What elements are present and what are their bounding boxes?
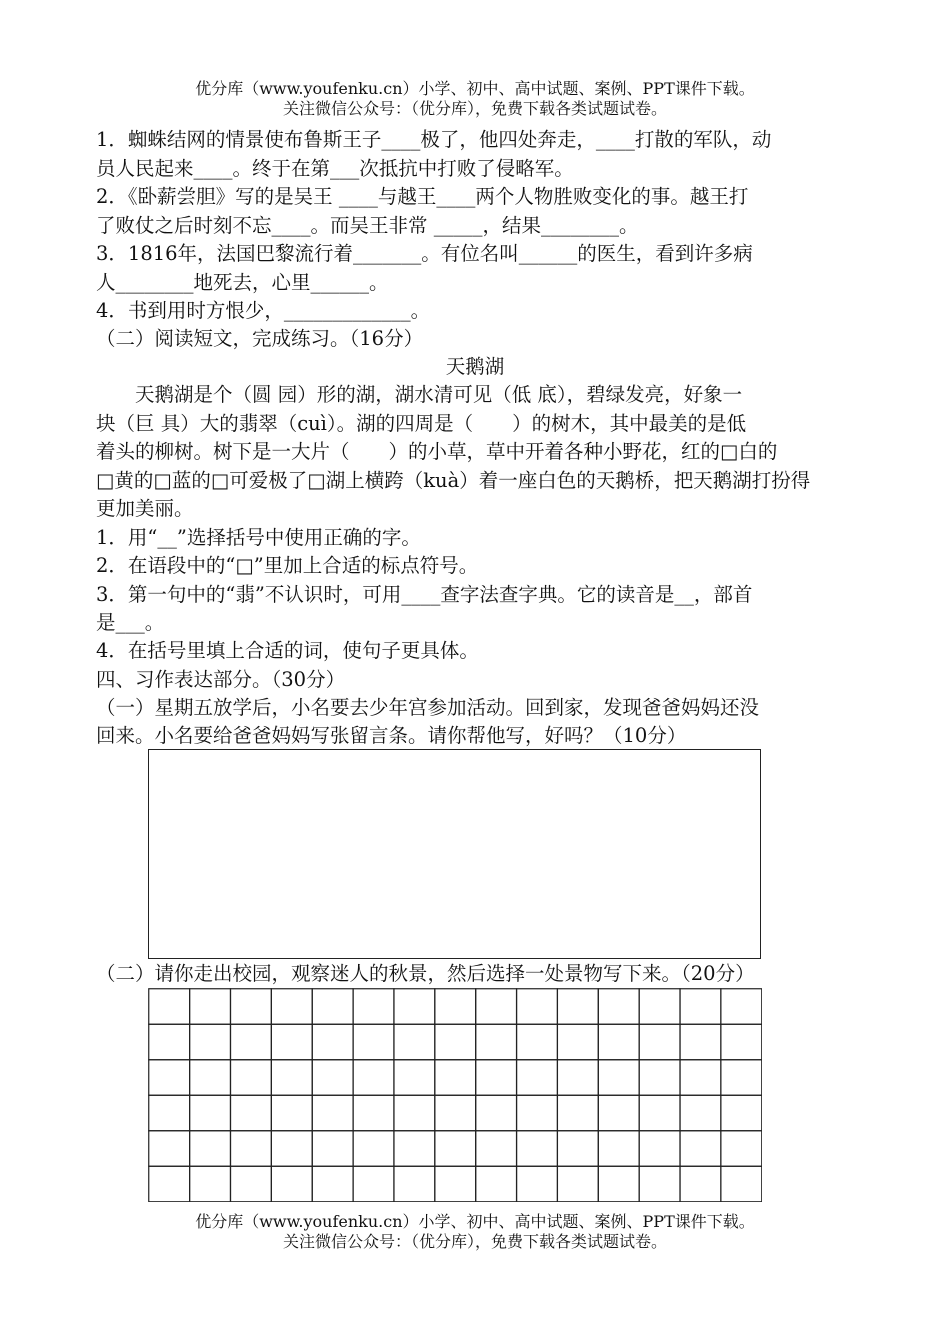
grid-cell[interactable]	[190, 1131, 231, 1167]
grid-cell[interactable]	[721, 1060, 762, 1096]
grid-cell[interactable]	[312, 1131, 353, 1167]
grid-cell[interactable]	[517, 989, 558, 1025]
grid-cell[interactable]	[680, 1166, 721, 1202]
passage-line: 更加美丽。	[96, 497, 194, 520]
grid-cell[interactable]	[721, 1166, 762, 1202]
grid-cell[interactable]	[721, 1095, 762, 1131]
grid-cell[interactable]	[394, 1095, 435, 1131]
passage-line: 着头的柳树。树下是一大片（ ）的小草，草中开着各种小野花，红的□白的	[96, 440, 778, 463]
grid-cell[interactable]	[639, 1024, 680, 1060]
composition-grid[interactable]	[148, 988, 762, 1202]
question-line: 了败仗之后时刻不忘____。而吴王非常 _____，结果________。	[96, 214, 639, 237]
grid-cell[interactable]	[435, 989, 476, 1025]
grid-cell[interactable]	[271, 1095, 312, 1131]
grid-cell[interactable]	[190, 1060, 231, 1096]
grid-cell[interactable]	[598, 1024, 639, 1060]
grid-cell[interactable]	[230, 1024, 271, 1060]
grid-cell[interactable]	[190, 989, 231, 1025]
grid-cell[interactable]	[190, 1024, 231, 1060]
grid-cell[interactable]	[476, 1024, 517, 1060]
question-line: 3．1816年，法国巴黎流行着_______。有位名叫______的医生，看到许多病	[96, 242, 753, 265]
grid-cell[interactable]	[680, 989, 721, 1025]
grid-cell[interactable]	[476, 989, 517, 1025]
message-writing-box[interactable]	[148, 749, 761, 959]
grid-cell[interactable]	[353, 1095, 394, 1131]
grid-cell[interactable]	[394, 1166, 435, 1202]
reading-title: 天鹅湖	[445, 355, 505, 378]
grid-cell[interactable]	[312, 1060, 353, 1096]
grid-cell[interactable]	[721, 989, 762, 1025]
grid-cell[interactable]	[557, 1166, 598, 1202]
grid-cell[interactable]	[394, 989, 435, 1025]
grid-cell[interactable]	[639, 1060, 680, 1096]
grid-cell[interactable]	[190, 1095, 231, 1131]
question-line: 回来。小名要给爸爸妈妈写张留言条。请你帮他写，好吗？（10分）	[96, 724, 687, 747]
question-line: 4．在括号里填上合适的词，使句子更具体。	[96, 639, 479, 662]
grid-cell[interactable]	[394, 1131, 435, 1167]
grid-cell[interactable]	[721, 1131, 762, 1167]
grid-cell[interactable]	[598, 989, 639, 1025]
question-line: 2．《卧薪尝胆》写的是吴王 ____与越王____两个人物胜败变化的事。越王打	[96, 185, 749, 208]
grid-cell[interactable]	[394, 1024, 435, 1060]
grid-cell[interactable]	[517, 1131, 558, 1167]
grid-cell[interactable]	[353, 1166, 394, 1202]
passage-line: □黄的□蓝的□可爱极了□湖上横跨（kuà）着一座白色的天鹅桥，把天鹅湖打扮得	[96, 469, 811, 492]
header-line-2: 关注微信公众号：（优分库），免费下载各类试题试卷。	[282, 99, 667, 118]
grid-cell[interactable]	[680, 1131, 721, 1167]
grid-cell[interactable]	[517, 1060, 558, 1096]
question-line: 4．书到用时方恨少，_____________。	[96, 299, 431, 322]
grid-cell[interactable]	[312, 1095, 353, 1131]
grid-cell[interactable]	[435, 1024, 476, 1060]
question-line: 员人民起来____。终于在第___次抵抗中打败了侵略军。	[96, 157, 574, 180]
grid-cell[interactable]	[435, 1095, 476, 1131]
question-line: （一）星期五放学后，小名要去少年宫参加活动。回到家，发现爸爸妈妈还没	[96, 696, 760, 719]
grid-cell[interactable]	[230, 1131, 271, 1167]
grid-cell[interactable]	[557, 989, 598, 1025]
grid-cell[interactable]	[190, 1166, 231, 1202]
grid-cell[interactable]	[435, 1166, 476, 1202]
grid-cell[interactable]	[435, 1131, 476, 1167]
grid-cell[interactable]	[149, 1131, 190, 1167]
grid-cell[interactable]	[598, 1131, 639, 1167]
grid-cell[interactable]	[353, 989, 394, 1025]
question-line: 1．用“__”选择括号中使用正确的字。	[96, 526, 421, 549]
grid-cell[interactable]	[230, 989, 271, 1025]
grid-cell[interactable]	[271, 1024, 312, 1060]
grid-cell[interactable]	[517, 1166, 558, 1202]
footer-line-1: 优分库（www.youfenku.cn）小学、初中、高中试题、案例、PPT课件下载。	[195, 1212, 755, 1231]
section-heading: 四、习作表达部分。（30分）	[96, 668, 346, 691]
grid-cell[interactable]	[353, 1060, 394, 1096]
grid-cell[interactable]	[230, 1095, 271, 1131]
question-line: 是___。	[96, 611, 165, 634]
footer-line-2: 关注微信公众号：（优分库），免费下载各类试题试卷。	[282, 1232, 667, 1251]
question-line: 3．第一句中的“翡”不认识时，可用____查字法查字典。它的读音是__，部首	[96, 583, 753, 606]
grid-cell[interactable]	[557, 1024, 598, 1060]
grid-cell[interactable]	[598, 1060, 639, 1096]
grid-cell[interactable]	[353, 1024, 394, 1060]
grid-cell[interactable]	[149, 1024, 190, 1060]
grid-cell[interactable]	[353, 1131, 394, 1167]
grid-cell[interactable]	[271, 989, 312, 1025]
header-line-1: 优分库（www.youfenku.cn）小学、初中、高中试题、案例、PPT课件下载。	[195, 79, 755, 98]
grid-cell[interactable]	[639, 989, 680, 1025]
grid-cell[interactable]	[517, 1024, 558, 1060]
grid-cell[interactable]	[476, 1131, 517, 1167]
grid-cell[interactable]	[435, 1060, 476, 1096]
grid-cell[interactable]	[721, 1024, 762, 1060]
grid-cell[interactable]	[517, 1095, 558, 1131]
grid-cell[interactable]	[271, 1131, 312, 1167]
grid-cell[interactable]	[476, 1166, 517, 1202]
grid-cell[interactable]	[680, 1024, 721, 1060]
question-line: 2．在语段中的“□”里加上合适的标点符号。	[96, 554, 479, 577]
grid-cell[interactable]	[149, 1095, 190, 1131]
grid-cell[interactable]	[476, 1095, 517, 1131]
grid-cell[interactable]	[557, 1060, 598, 1096]
question-line: 人________地死去，心里______。	[96, 271, 389, 294]
grid-cell[interactable]	[230, 1060, 271, 1096]
grid-cell[interactable]	[557, 1095, 598, 1131]
grid-cell[interactable]	[149, 1166, 190, 1202]
grid-cell[interactable]	[598, 1095, 639, 1131]
grid-cell[interactable]	[149, 989, 190, 1025]
grid-cell[interactable]	[149, 1060, 190, 1096]
composition-prompt: （二）请你走出校园，观察迷人的秋景，然后选择一处景物写下来。（20分）	[96, 962, 755, 985]
grid-cell[interactable]	[230, 1166, 271, 1202]
grid-cell[interactable]	[312, 1024, 353, 1060]
grid-cell[interactable]	[639, 1166, 680, 1202]
grid-cell[interactable]	[312, 989, 353, 1025]
grid-cell[interactable]	[476, 1060, 517, 1096]
grid-cell[interactable]	[271, 1060, 312, 1096]
grid-cell[interactable]	[312, 1166, 353, 1202]
passage-line: 块（巨 具）大的翡翠（cuì）。湖的四周是（ ）的树木，其中最美的是低	[96, 412, 747, 435]
section-heading: （二）阅读短文，完成练习。（16分）	[96, 327, 424, 350]
passage-line: 天鹅湖是个（圆 园）形的湖，湖水清可见（低 底），碧绿发亮，好象一	[96, 383, 743, 406]
grid-cell[interactable]	[639, 1095, 680, 1131]
grid-cell[interactable]	[598, 1166, 639, 1202]
grid-cell[interactable]	[639, 1131, 680, 1167]
grid-cell[interactable]	[271, 1166, 312, 1202]
question-line: 1．蜘蛛结网的情景使布鲁斯王子____极了，他四处奔走，____打散的军队，动	[96, 128, 772, 151]
grid-cell[interactable]	[680, 1095, 721, 1131]
grid-cell[interactable]	[680, 1060, 721, 1096]
grid-cell[interactable]	[557, 1131, 598, 1167]
grid-cell[interactable]	[394, 1060, 435, 1096]
